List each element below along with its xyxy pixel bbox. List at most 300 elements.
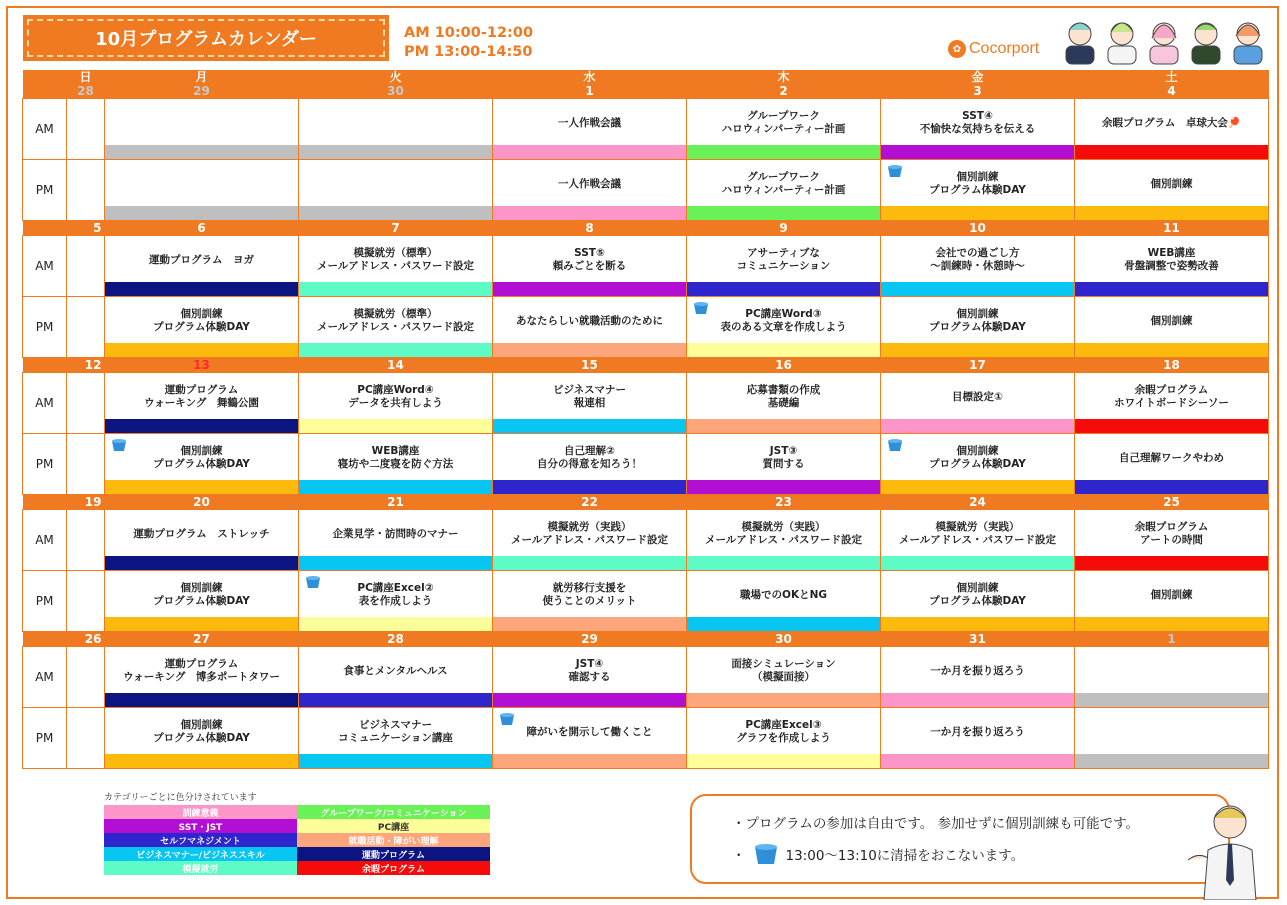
- legend-item: 余暇プログラム: [297, 861, 490, 875]
- program-cell: [881, 510, 1075, 571]
- date-number: 8: [585, 221, 594, 235]
- program-title: [105, 240, 298, 280]
- program-cell: [881, 373, 1075, 434]
- program-title: [299, 240, 492, 280]
- row-label-spacer: [23, 358, 67, 373]
- program-cell: [105, 434, 299, 495]
- day-header: [67, 221, 105, 236]
- day-name: 水: [583, 70, 596, 84]
- person-icon: [1234, 23, 1262, 64]
- category-bar: [105, 480, 298, 494]
- pm-row: [23, 571, 1269, 632]
- date-number: 29: [193, 84, 210, 98]
- week-header-row: [23, 495, 1269, 510]
- program-title-line: 運動プログラム: [164, 658, 239, 670]
- category-legend: [104, 790, 490, 875]
- day-header: [881, 70, 1075, 99]
- program-title-line: 個別訓練: [180, 445, 223, 457]
- program-title: [299, 575, 492, 615]
- day-header: [299, 632, 493, 647]
- program-cell: [299, 510, 493, 571]
- am-label: AM: [23, 99, 67, 160]
- category-bar: [1075, 480, 1268, 494]
- program-cell: [299, 373, 493, 434]
- program-title: [493, 712, 686, 752]
- date-number: 17: [969, 358, 986, 372]
- am-label: AM: [23, 510, 67, 571]
- program-title-line: PC講座Word④: [357, 384, 434, 396]
- program-title: [1075, 514, 1268, 554]
- program-title-line: 一人作戦会議: [558, 116, 621, 129]
- date-number: 14: [387, 358, 404, 372]
- category-bar: [1075, 343, 1268, 357]
- category-bar: [493, 754, 686, 768]
- program-title-line: プログラム体験DAY: [929, 595, 1026, 607]
- pm-label: PM: [23, 571, 67, 632]
- program-cell: [687, 297, 881, 358]
- program-title: [105, 514, 298, 554]
- category-bar: [493, 206, 686, 220]
- sunday-cell: [67, 373, 105, 434]
- category-bar: [105, 419, 298, 433]
- category-bar: [687, 693, 880, 707]
- day-header: [493, 358, 687, 373]
- program-cell: [881, 708, 1075, 769]
- legend-row: [104, 861, 490, 875]
- date-number: 12: [84, 358, 102, 372]
- program-title-line: 個別訓練: [180, 308, 223, 320]
- category-bar: [493, 480, 686, 494]
- bucket-icon: [887, 438, 903, 452]
- day-header: [687, 495, 881, 510]
- program-title-line: JST④: [575, 658, 604, 670]
- program-title-line: グラフを作成しよう: [736, 732, 831, 744]
- program-cell: [493, 647, 687, 708]
- pm-row: [23, 160, 1269, 221]
- legend-item: セルフマネジメント: [104, 833, 297, 847]
- date-number: 30: [387, 84, 404, 98]
- category-bar: [299, 282, 492, 296]
- program-calendar: [22, 70, 1269, 769]
- program-cell: [493, 373, 687, 434]
- program-cell: [1075, 510, 1269, 571]
- program-title: [493, 164, 686, 204]
- program-cell: [881, 236, 1075, 297]
- program-title-line: ハロウィンパーティー計画: [721, 123, 846, 135]
- category-bar: [299, 145, 492, 159]
- legend-item: SST・JST: [104, 819, 297, 833]
- program-title-line: メールアドレス・パスワード設定: [511, 534, 668, 546]
- program-title: [299, 377, 492, 417]
- program-title: [687, 301, 880, 341]
- category-bar: [299, 419, 492, 433]
- legend-item: 運動プログラム: [297, 847, 490, 861]
- program-cell: [687, 99, 881, 160]
- date-number: 23: [775, 495, 792, 509]
- category-bar: [1075, 282, 1268, 296]
- category-bar: [299, 617, 492, 631]
- program-title-line: ハロウィンパーティー計画: [721, 184, 846, 196]
- program-title: [881, 712, 1074, 752]
- category-bar: [687, 617, 880, 631]
- program-title-line: 個別訓練: [956, 582, 999, 594]
- program-cell: [105, 297, 299, 358]
- program-cell: [687, 708, 881, 769]
- program-cell: [105, 99, 299, 160]
- category-bar: [687, 282, 880, 296]
- program-cell: [493, 236, 687, 297]
- program-cell: [687, 647, 881, 708]
- program-title-line: ～訓練時・休憩時～: [930, 260, 1025, 272]
- day-header: [67, 358, 105, 373]
- program-title-line: 余暇プログラム: [1134, 384, 1209, 396]
- category-bar: [1075, 754, 1268, 768]
- program-title-line: 報連相: [573, 397, 606, 409]
- day-header: [1075, 358, 1269, 373]
- row-label-spacer: [23, 632, 67, 647]
- program-title-line: 自己理解ワークやわめ: [1119, 451, 1224, 464]
- program-title-line: 個別訓練: [1150, 314, 1193, 327]
- program-title-line: ウォーキング 舞鶴公園: [144, 397, 259, 409]
- category-bar: [493, 282, 686, 296]
- day-header: [881, 221, 1075, 236]
- program-title: [105, 377, 298, 417]
- program-title-line: PC講座Excel②: [357, 582, 434, 594]
- date-number: 11: [1163, 221, 1180, 235]
- program-title: [881, 575, 1074, 615]
- date-number: 1: [1167, 632, 1176, 646]
- program-cell: [299, 99, 493, 160]
- program-title-line: 個別訓練: [1150, 177, 1193, 190]
- legend-row: [104, 819, 490, 833]
- program-title-line: WEB講座: [1147, 247, 1196, 259]
- program-cell: [1075, 373, 1269, 434]
- pm-label: PM: [23, 434, 67, 495]
- program-title-line: 余暇プログラム 卓球大会🏓: [1102, 116, 1241, 129]
- program-title: [1075, 301, 1268, 341]
- sunday-cell: [67, 236, 105, 297]
- program-title: [881, 301, 1074, 341]
- program-title-line: 模擬就労（標準）: [353, 308, 438, 320]
- program-title: [1075, 712, 1268, 752]
- program-title-line: PC講座Word③: [745, 308, 822, 320]
- category-bar: [493, 419, 686, 433]
- legend-item: グループワーク/コミュニケーション: [297, 805, 490, 819]
- category-bar: [881, 617, 1074, 631]
- pm-label: PM: [23, 297, 67, 358]
- date-number: 7: [391, 221, 400, 235]
- program-cell: [493, 510, 687, 571]
- program-cell: [299, 571, 493, 632]
- note-line-1: ・プログラムの参加は自由です。 参加せずに個別訓練も可能です。: [732, 816, 1139, 832]
- date-number: 2: [779, 84, 788, 98]
- program-title: [493, 514, 686, 554]
- category-bar: [493, 617, 686, 631]
- program-cell: [1075, 708, 1269, 769]
- program-title-line: 一か月を振り返ろう: [930, 664, 1025, 677]
- program-title-line: 模擬就労（実践）: [741, 521, 826, 533]
- program-cell: [493, 297, 687, 358]
- day-header: [687, 358, 881, 373]
- date-number: 28: [77, 84, 94, 98]
- program-title-line: 表のある文章を作成しよう: [720, 321, 847, 333]
- program-title-line: プログラム体験DAY: [153, 321, 250, 333]
- pm-row: [23, 708, 1269, 769]
- date-number: 4: [1167, 84, 1176, 98]
- day-name: 日: [79, 70, 92, 84]
- program-title-line: PC講座Excel③: [745, 719, 822, 731]
- bucket-icon: [111, 438, 127, 452]
- program-cell: [299, 160, 493, 221]
- program-title: [105, 651, 298, 691]
- week-header-row: [23, 358, 1269, 373]
- program-title-line: 面接シミュレーション: [731, 658, 836, 670]
- program-title-line: コミュニケーション講座: [338, 732, 453, 744]
- program-title: [687, 651, 880, 691]
- category-bar: [299, 556, 492, 570]
- program-cell: [1075, 99, 1269, 160]
- category-bar: [1075, 145, 1268, 159]
- category-bar: [299, 343, 492, 357]
- program-title: [493, 103, 686, 143]
- category-bar: [493, 343, 686, 357]
- row-label-spacer: [23, 495, 67, 510]
- week-header-row: [23, 221, 1269, 236]
- program-cell: [299, 236, 493, 297]
- program-title-line: 質問する: [762, 458, 805, 470]
- program-cell: [881, 297, 1075, 358]
- category-bar: [881, 556, 1074, 570]
- category-bar: [493, 693, 686, 707]
- program-title: [299, 301, 492, 341]
- date-number: 29: [581, 632, 598, 646]
- program-title-line: グループワーク: [747, 171, 820, 183]
- program-cell: [687, 373, 881, 434]
- program-cell: [105, 160, 299, 221]
- category-bar: [881, 693, 1074, 707]
- category-bar: [105, 754, 298, 768]
- legend-caption: カテゴリーごとに色分けされています: [104, 793, 257, 803]
- program-title: [1075, 438, 1268, 478]
- program-cell: [881, 99, 1075, 160]
- program-title: [493, 575, 686, 615]
- program-title-line: 自己理解②: [564, 445, 615, 457]
- category-bar: [881, 282, 1074, 296]
- category-bar: [687, 206, 880, 220]
- category-bar: [881, 343, 1074, 357]
- category-bar: [105, 556, 298, 570]
- day-name: 月: [195, 70, 208, 84]
- day-header: [493, 632, 687, 647]
- pm-row: [23, 297, 1269, 358]
- category-bar: [881, 419, 1074, 433]
- category-bar: [687, 145, 880, 159]
- program-title: [299, 712, 492, 752]
- program-title-line: 模擬就労（標準）: [353, 247, 438, 259]
- program-title: [687, 712, 880, 752]
- program-title: [105, 575, 298, 615]
- date-number: 19: [84, 495, 102, 509]
- day-name: 金: [971, 70, 984, 84]
- program-title-line: 個別訓練: [180, 719, 223, 731]
- bucket-icon: [305, 575, 321, 589]
- date-number: 5: [93, 221, 102, 235]
- date-number: 1: [585, 84, 594, 98]
- program-cell: [299, 297, 493, 358]
- sunday-cell: [67, 160, 105, 221]
- day-header: [105, 495, 299, 510]
- program-title-line: 自分の得意を知ろう！: [537, 458, 642, 470]
- category-bar: [687, 754, 880, 768]
- program-title: [1075, 240, 1268, 280]
- date-number: 20: [193, 495, 210, 509]
- day-header: [105, 70, 299, 99]
- sunday-cell: [67, 571, 105, 632]
- program-cell: [105, 571, 299, 632]
- category-bar: [881, 480, 1074, 494]
- date-number: 25: [1163, 495, 1180, 509]
- program-title: [881, 651, 1074, 691]
- program-title-line: 基礎編: [767, 397, 800, 409]
- program-title-line: メールアドレス・パスワード設定: [317, 260, 474, 272]
- category-bar: [881, 145, 1074, 159]
- date-number: 31: [969, 632, 986, 646]
- program-title-line: 運動プログラム: [164, 384, 239, 396]
- program-cell: [299, 434, 493, 495]
- program-cell: [1075, 571, 1269, 632]
- program-title-line: 運動プログラム ストレッチ: [133, 527, 270, 540]
- logo-icon: ✿: [948, 40, 966, 58]
- program-title-line: 職場でのOKとNG: [740, 588, 827, 601]
- program-title: [1075, 651, 1268, 691]
- legend-row: [104, 847, 490, 861]
- program-title: [687, 575, 880, 615]
- date-number: 22: [581, 495, 598, 509]
- category-bar: [1075, 206, 1268, 220]
- person-icon: [1192, 23, 1220, 64]
- sunday-cell: [67, 297, 105, 358]
- day-header: [493, 221, 687, 236]
- program-title-line: 個別訓練: [1150, 588, 1193, 601]
- program-title: [299, 651, 492, 691]
- row-label-spacer: [23, 221, 67, 236]
- date-number: 26: [84, 632, 102, 646]
- legend-item: 訓練意義: [104, 805, 297, 819]
- program-title: [1075, 377, 1268, 417]
- category-bar: [299, 206, 492, 220]
- program-title-line: プログラム体験DAY: [929, 321, 1026, 333]
- bucket-icon: [499, 712, 515, 726]
- day-header: [67, 632, 105, 647]
- sunday-cell: [67, 510, 105, 571]
- program-title: [1075, 164, 1268, 204]
- program-title-line: WEB講座: [371, 445, 420, 457]
- program-title: [881, 377, 1074, 417]
- am-row: [23, 510, 1269, 571]
- am-time: AM 10:00-12:00: [404, 25, 534, 41]
- category-bar: [105, 206, 298, 220]
- program-title: [687, 164, 880, 204]
- am-label: AM: [23, 373, 67, 434]
- logo-text: Cocorport: [969, 40, 1040, 57]
- bucket-icon: [752, 842, 780, 866]
- date-number: 30: [775, 632, 792, 646]
- program-title: [1075, 103, 1268, 143]
- category-bar: [1075, 556, 1268, 570]
- program-title: [881, 240, 1074, 280]
- day-header: [1075, 70, 1269, 99]
- category-bar: [105, 343, 298, 357]
- program-title: [881, 514, 1074, 554]
- program-title: [881, 438, 1074, 478]
- program-title: [687, 438, 880, 478]
- day-header: [881, 358, 1075, 373]
- program-title-line: 確認する: [568, 671, 611, 683]
- category-bar: [687, 556, 880, 570]
- sunday-cell: [67, 434, 105, 495]
- program-cell: [1075, 160, 1269, 221]
- note-line-2: ・ 13:00～13:10に清掃をおこないます。: [732, 842, 1024, 866]
- pm-label: PM: [23, 708, 67, 769]
- day-header: [67, 70, 105, 99]
- program-title: [105, 438, 298, 478]
- date-number: 18: [1163, 358, 1180, 372]
- legend-row: [104, 805, 490, 819]
- program-cell: [1075, 434, 1269, 495]
- legend-item: ビジネスマナー/ビジネススキル: [104, 847, 297, 861]
- program-title-line: プログラム体験DAY: [153, 458, 250, 470]
- program-title-line: （模擬面接）: [752, 671, 815, 683]
- program-title-line: 頼みごとを断る: [552, 260, 627, 272]
- program-title-line: メールアドレス・パスワード設定: [705, 534, 862, 546]
- day-header: [1075, 495, 1269, 510]
- program-title-line: プログラム体験DAY: [929, 184, 1026, 196]
- date-number: 9: [779, 221, 788, 235]
- day-header: [1075, 221, 1269, 236]
- program-cell: [687, 160, 881, 221]
- pm-label: PM: [23, 160, 67, 221]
- day-header: [105, 358, 299, 373]
- program-title-line: プログラム体験DAY: [153, 732, 250, 744]
- program-title-line: 企業見学・訪問時のマナー: [332, 527, 459, 540]
- date-number: 28: [387, 632, 404, 646]
- program-cell: [687, 236, 881, 297]
- am-label: AM: [23, 236, 67, 297]
- program-title-line: 応募書類の作成: [746, 384, 821, 396]
- program-cell: [493, 99, 687, 160]
- category-bar: [299, 480, 492, 494]
- program-cell: [881, 160, 1075, 221]
- category-bar: [687, 343, 880, 357]
- date-number: 3: [973, 84, 982, 98]
- program-title: [881, 103, 1074, 143]
- program-title: [493, 240, 686, 280]
- program-title: [105, 301, 298, 341]
- program-cell: [105, 647, 299, 708]
- category-bar: [1075, 419, 1268, 433]
- date-number: 6: [197, 221, 206, 235]
- category-bar: [105, 145, 298, 159]
- day-header: [299, 70, 493, 99]
- program-title-line: 表を作成しよう: [358, 595, 433, 607]
- date-number: 10: [969, 221, 986, 235]
- cocorport-logo: [948, 40, 1039, 58]
- program-title: [299, 438, 492, 478]
- day-header: [299, 221, 493, 236]
- program-title-line: JST③: [769, 445, 798, 457]
- category-bar: [105, 693, 298, 707]
- program-title: [105, 712, 298, 752]
